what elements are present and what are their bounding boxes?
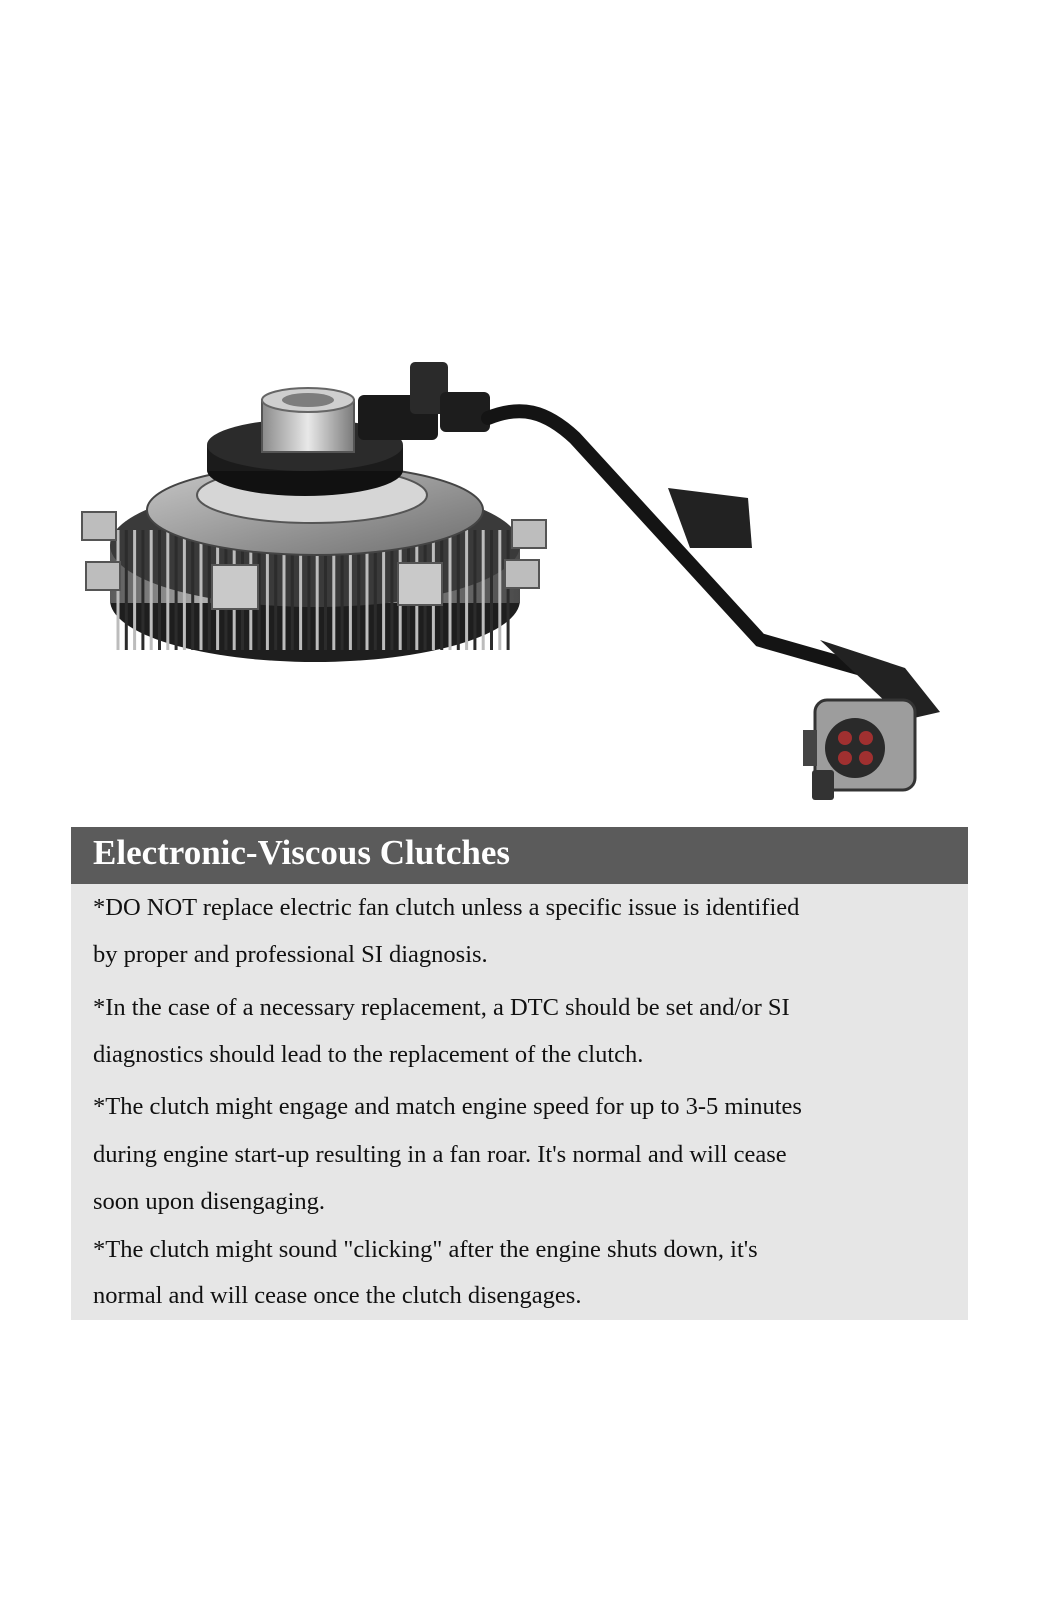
info-panel	[71, 827, 968, 1320]
panel-header	[71, 827, 968, 884]
info-line: *The clutch might sound "clicking" after the engine shuts down, it's	[93, 1236, 758, 1263]
info-line: by proper and professional SI diagnosis.	[93, 941, 488, 968]
electrical-connector	[803, 700, 915, 800]
info-line: during engine start-up resulting in a fan roar. It's normal and will cease	[93, 1141, 787, 1168]
panel-title: Electronic-Viscous Clutches	[93, 833, 511, 872]
info-line: *In the case of a necessary replacement, a DTC should be set and/or SI	[93, 994, 790, 1021]
info-line: *The clutch might engage and match engine speed for up to 3-5 minutes	[93, 1093, 802, 1120]
info-line: normal and will cease once the clutch disengages.	[93, 1282, 582, 1309]
info-line: *DO NOT replace electric fan clutch unless a specific issue is identified	[93, 894, 800, 921]
info-line: soon upon disengaging.	[93, 1188, 326, 1215]
info-line: diagnostics should lead to the replacement of the clutch.	[93, 1041, 644, 1068]
